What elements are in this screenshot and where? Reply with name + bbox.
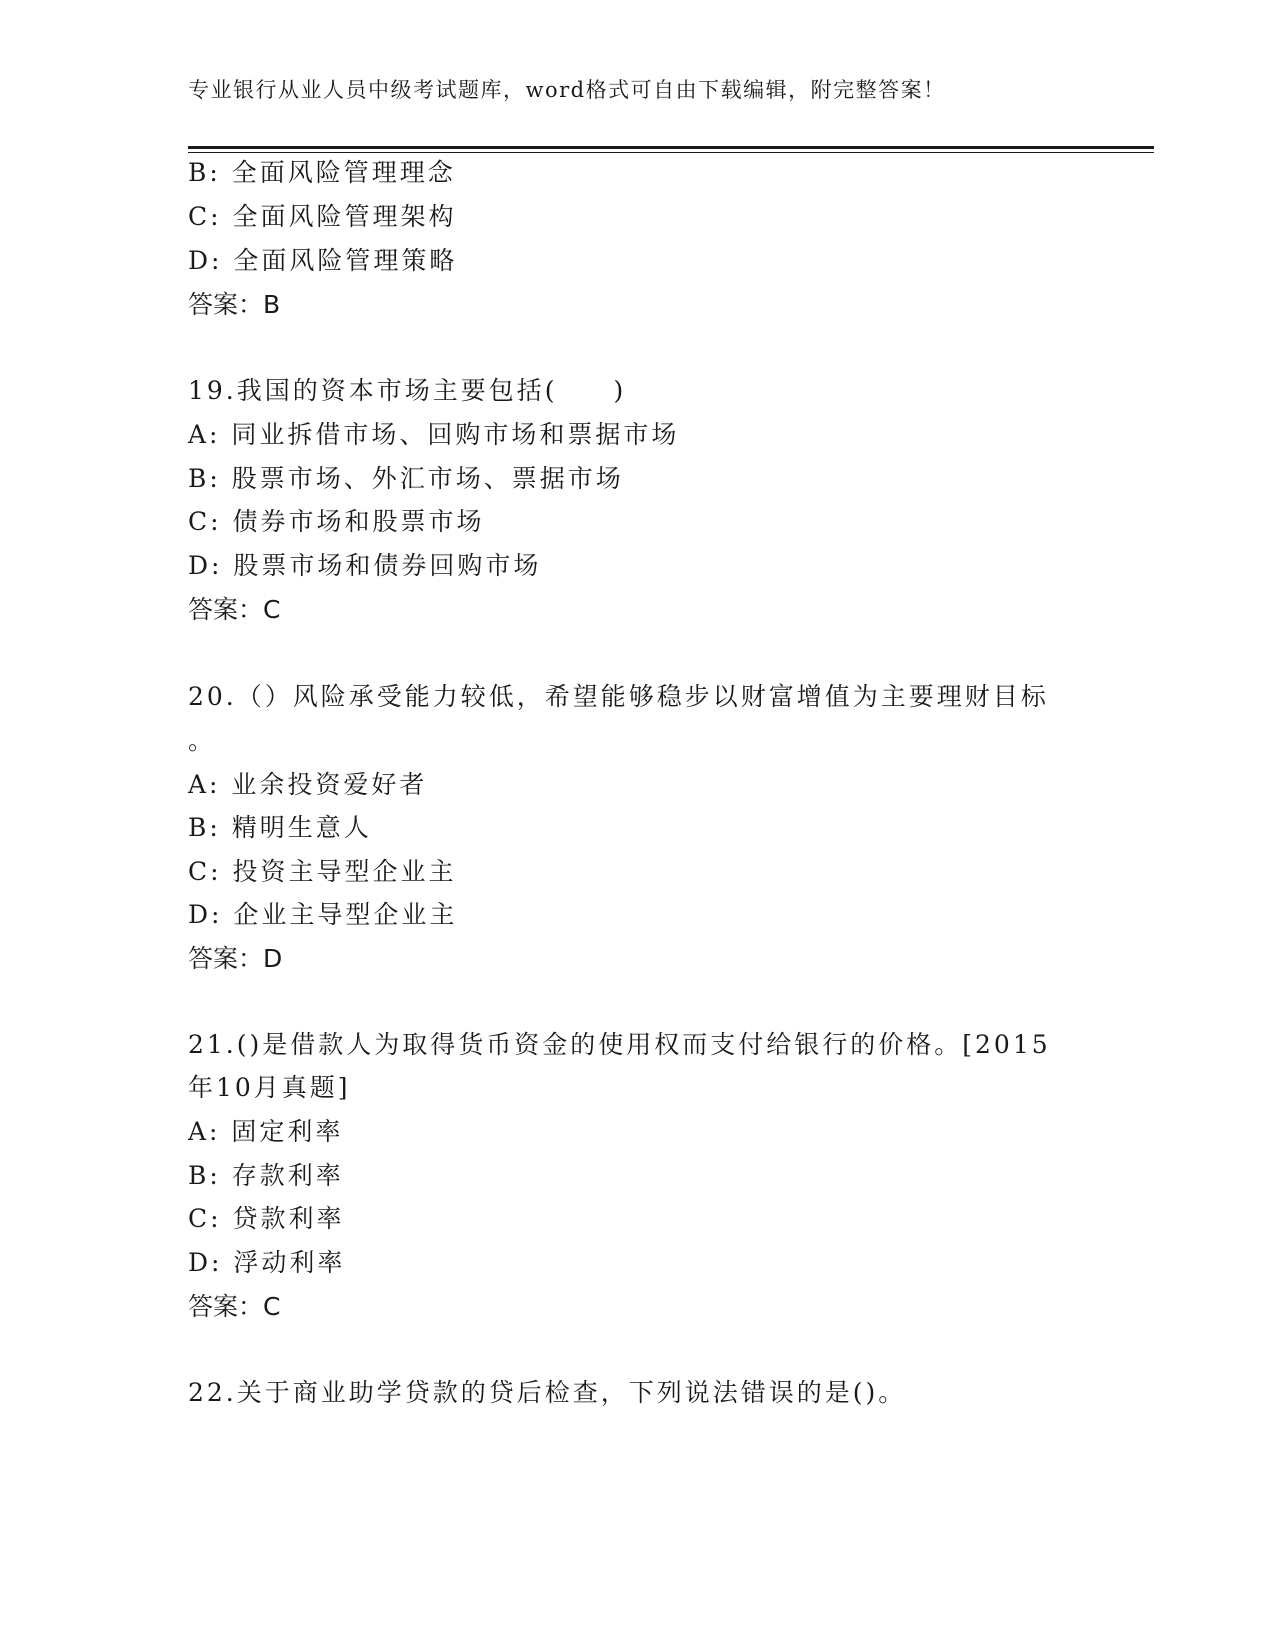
question-20-stem-line1: 20.（）风险承受能力较低，希望能够稳步以财富增值为主要理财目标: [188, 682, 1049, 711]
question-20-option-c: C: 投资主导型企业主: [188, 857, 457, 886]
question-21-stem-line2: 年10月真题]: [188, 1073, 351, 1102]
question-21-option-c: C: 贷款利率: [188, 1204, 345, 1233]
question-21-option-d: D: 浮动利率: [188, 1248, 346, 1277]
header-rule-thin: [188, 152, 1154, 153]
question-20-answer: 答案：D: [188, 944, 283, 973]
answer: 答案：B: [188, 290, 281, 319]
question-19-option-a: A: 同业拆借市场、回购市场和票据市场: [188, 420, 680, 449]
question-22-stem: 22.关于商业助学贷款的贷后检查，下列说法错误的是()。: [188, 1378, 907, 1407]
question-21-stem-line1: 21.()是借款人为取得货币资金的使用权而支付给银行的价格。[2015: [188, 1030, 1051, 1059]
question-19-answer: 答案：C: [188, 595, 281, 624]
question-21-answer: 答案：C: [188, 1292, 281, 1321]
option-b: B: 全面风险管理理念: [188, 158, 456, 187]
header-rule-thick: [188, 146, 1154, 149]
page-header: 专业银行从业人员中级考试题库，word格式可自由下载编辑，附完整答案！: [188, 78, 946, 102]
question-20-option-a: A: 业余投资爱好者: [188, 770, 428, 799]
question-19-option-d: D: 股票市场和债券回购市场: [188, 551, 542, 580]
question-21-option-a: A: 固定利率: [188, 1117, 344, 1146]
question-20-stem-line2: 。: [188, 726, 217, 755]
question-20-option-d: D: 企业主导型企业主: [188, 900, 458, 929]
question-20-option-b: B: 精明生意人: [188, 813, 372, 842]
question-19-stem: 19.我国的资本市场主要包括( ): [188, 376, 627, 405]
question-19-option-c: C: 债券市场和股票市场: [188, 507, 485, 536]
question-21-option-b: B: 存款利率: [188, 1161, 344, 1190]
question-19-option-b: B: 股票市场、外汇市场、票据市场: [188, 464, 624, 493]
option-c: C: 全面风险管理架构: [188, 202, 457, 231]
option-d: D: 全面风险管理策略: [188, 246, 458, 275]
